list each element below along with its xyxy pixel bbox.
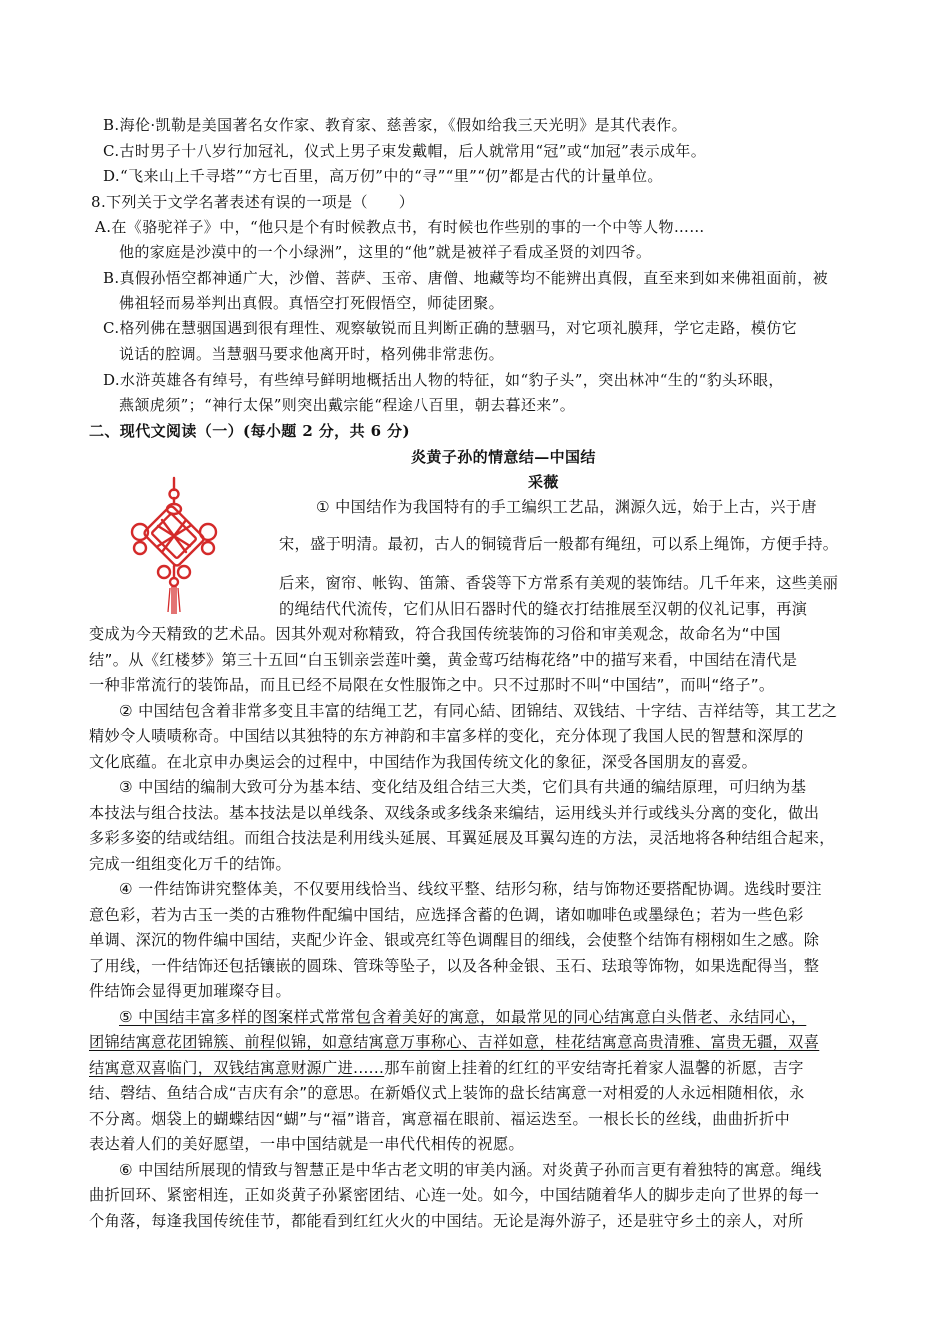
article-title: 炎黄子孙的情意结—中国结: [411, 448, 596, 466]
para-5-line-3-rest: 那车前窗上挂着的红红的平安结寄托着家人温馨的祈愿，吉字: [384, 1059, 804, 1077]
para-3-line-1: ③ 中国结的编制大致可分为基本结、变化结及组合结三大类，它们具有共通的编结原理，可归纳为基: [119, 778, 807, 796]
para-1-line-1: ① 中国结作为我国特有的手工编织工艺品，渊源久远，始于上古，兴于唐: [316, 498, 817, 516]
q8-option-d: D.水浒英雄各有绰号，有些绰号鲜明地概括出人物的特征，如“豹子头”，突出林冲“生的“豹头环眼，: [103, 371, 784, 389]
article-author: 采薇: [528, 473, 559, 491]
para-4-line-1: ④ 一件结饰讲究整体美，不仅要用线恰当、线纹平整、结形匀称，结与饰物还要搭配协调。选线时要注: [119, 880, 822, 898]
q7-option-d: D.“飞来山上千寻塔”“方七百里，高万仞”中的“寻”“里”“仞”都是古代的计量单位。: [103, 167, 663, 185]
q8-option-b: B.真假孙悟空都神通广大，沙僧、菩萨、玉帝、唐僧、地藏等均不能辨出真假，直至来到如来佛祖面前，被: [103, 269, 828, 287]
para-6-line-3: 个角落，每逢我国传统佳节，都能看到红红火火的中国结。无论是海外游子，还是驻守乡土的亲人，对所: [89, 1212, 804, 1230]
q8-option-b-cont: 佛祖轻而易举判出真假。真悟空打死假悟空，师徒团聚。: [119, 294, 505, 312]
para-1-line-6: 结”。从《红楼梦》第三十五回“白玉钏亲尝莲叶羹，黄金莺巧结梅花络”中的描写来看，中国结在清代是: [89, 651, 798, 669]
para-2-line-2: 精妙令人啧啧称奇。中国结以其独特的东方神韵和丰富多样的变化，充分体现了我国人民的智慧和深厚的: [89, 727, 804, 745]
q7-option-b: B.海伦·凯勒是美国著名女作家、教育家、慈善家，《假如给我三天光明》是其代表作。: [103, 116, 688, 134]
para-1-line-2: 宋，盛于明清。最初，古人的铜镜背后一般都有绳纽，可以系上绳饰，方便手持。: [279, 535, 839, 553]
para-4-line-3: 单调、深沉的物件编中国结，夹配少许金、银或亮红等色调醒目的细线，会使整个结饰有栩栩如生之感。除: [89, 931, 820, 949]
para-4-line-5: 件结饰会显得更加璀璨夺目。: [89, 982, 291, 1000]
para-5-line-5: 不分离。烟袋上的蝴蝶结因“蝴”与“福”谐音，寓意福在眼前、福运迭至。一根长长的丝线，曲曲折折中: [89, 1110, 790, 1128]
para-5-line-4: 结、磬结、鱼结合成“吉庆有余”的意思。在新婚仪式上装饰的盘长结寓意一对相爱的人永远相随相依，永: [89, 1084, 805, 1102]
para-1-line-4: 的绳结代代流传，它们从旧石器时代的缝衣打结推展至汉朝的仪礼记事，再演: [279, 600, 808, 618]
q8-option-c-cont: 说话的腔调。当慧骃马要求他离开时，格列佛非常悲伤。: [119, 345, 505, 363]
para-3-line-2: 本技法与组合技法。基本技法是以单线条、双线条或多线条来编结，运用线头并行或线头分离的变化，做出: [89, 804, 820, 822]
para-1-line-3: 后来，窗帘、帐钩、笛箫、香袋等下方常系有美观的装饰结。几千年来，这些美丽: [279, 574, 839, 592]
q8-option-c: C.格列佛在慧骃国遇到很有理性、观察敏锐而且判断正确的慧骃马，对它项礼膜拜，学它走路，模仿它: [103, 319, 798, 337]
chinese-knot-icon: [128, 476, 220, 616]
q8-option-a-cont: 他的家庭是沙漠中的一个小绿洲”，这里的“他”就是被祥子看成圣贤的刘四爷。: [119, 243, 652, 261]
para-5-line-1: ⑤ 中国结丰富多样的图案样式常常包含着美好的寓意，如最常见的同心结寓意白头偕老、永结同心，: [119, 1008, 807, 1026]
q8-stem: 8.下列关于文学名著表述有误的一项是（ ）: [91, 193, 415, 211]
para-6-line-1: ⑥ 中国结所展现的情致与智慧正是中华古老文明的审美内涵。对炎黄子孙而言更有着独特的寓意。绳线: [119, 1161, 822, 1179]
para-5-line-3: [89, 1057, 804, 1079]
para-5-underlined-end: 结寓意双喜临门，双钱结寓意财源广进......: [89, 1059, 385, 1077]
para-2-line-3: 文化底蕴。在北京申办奥运会的过程中，中国结作为我国传统文化的象征，深受各国朋友的喜爱。: [89, 753, 758, 771]
para-6-line-2: 曲折回环、紧密相连，正如炎黄子孙紧密团结、心连一处。如今，中国结随着华人的脚步走向了世界的每一: [89, 1186, 820, 1204]
para-3-line-3: 多彩多姿的结或结组。而组合技法是利用线头延展、耳翼延展及耳翼勾连的方法，灵活地将各种结组合起来，: [89, 829, 835, 847]
para-1-line-7: 一种非常流行的装饰品，而且已经不局限在女性服饰之中。只不过那时不叫“中国结”，而叫“络子”。: [89, 676, 775, 694]
q8-option-a: A.在《骆驼祥子》中，“他只是个有时候教点书，有时候也作些别的事的一个中等人物……: [95, 218, 705, 236]
para-2-line-1: ② 中国结包含着非常多变且丰富的结绳工艺，有同心結、团锦结、双钱结、十字结、吉祥结等，其工艺之: [119, 702, 838, 720]
q8-option-d-cont: 燕颔虎须”；“神行太保”则突出戴宗能“程途八百里，朝去暮还来”。: [119, 396, 576, 414]
q7-option-c: C.古时男子十八岁行加冠礼，仪式上男子束发戴帽，后人就常用“冠”或“加冠”表示成年。: [103, 142, 707, 160]
para-3-line-4: 完成一组组变化万千的结饰。: [89, 855, 291, 873]
section-heading: 二、现代文阅读（一）(每小题 2 分，共 6 分): [89, 422, 410, 440]
para-5-line-6: 表达着人们的美好愿望，一串中国结就是一串代代相传的祝愿。: [89, 1135, 525, 1153]
para-4-line-4: 了用线，一件结饰还包括镶嵌的圆珠、管珠等坠子，以及各种金银、玉石、珐琅等饰物，如果选配得当，整: [89, 957, 820, 975]
para-4-line-2: 意色彩，若为古玉一类的古雅物件配编中国结，应选择含蓄的色调，诸如咖啡色或墨绿色；若为一些色彩: [89, 906, 804, 924]
para-1-line-5: 变成为今天精致的艺术品。因其外观对称精致，符合我国传统装饰的习俗和审美观念，故命名为“中国: [89, 625, 781, 643]
para-5-line-2: 团锦结寓意花团锦簇、前程似锦，如意结寓意万事称心、吉祥如意，桂花结寓意高贵清雅、富贵无疆，双喜: [89, 1033, 820, 1051]
